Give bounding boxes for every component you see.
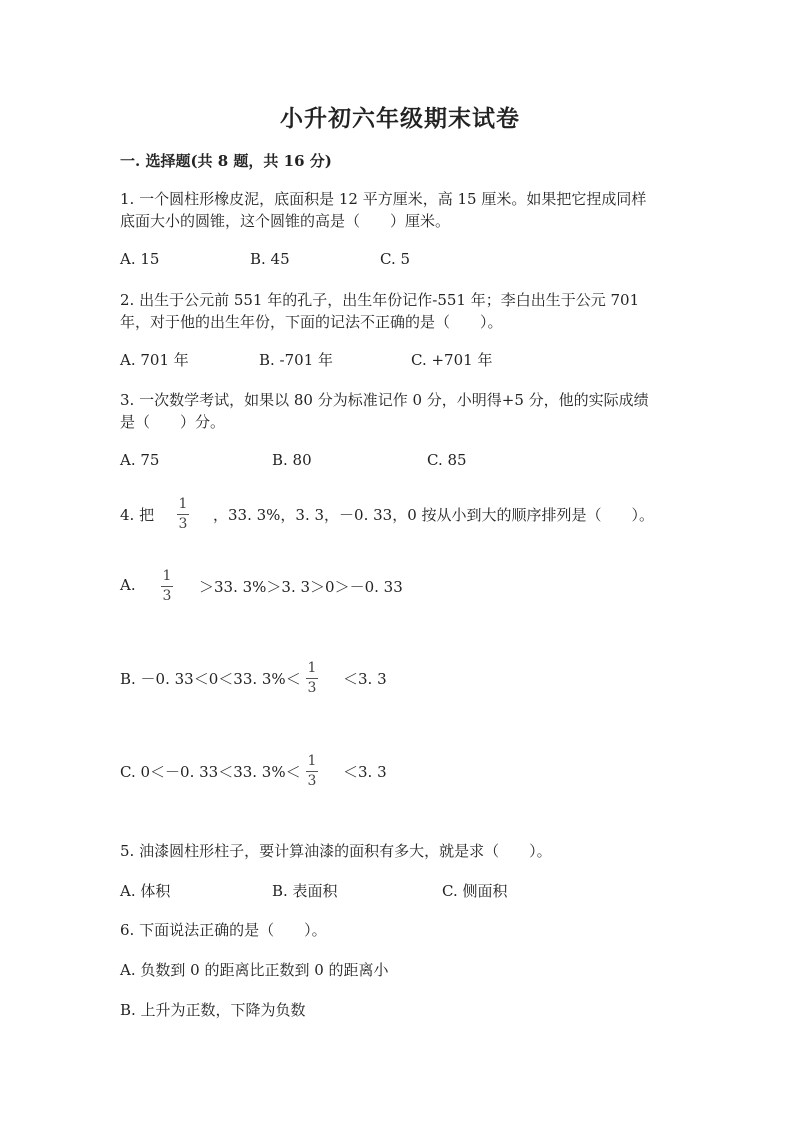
question-5-line-1: 5. 油漆圆柱形柱子，要计算油漆的面积有多大，就是求（ ）。: [120, 842, 552, 860]
question-3-option-c: C. 85: [427, 451, 467, 469]
fraction-bar: [177, 514, 189, 515]
question-5-option-c: C. 侧面积: [442, 882, 508, 900]
fraction-one-third: [306, 754, 318, 789]
fraction-denominator: 3: [307, 773, 317, 789]
question-1-option-c: C. 5: [380, 250, 411, 268]
fraction-one-third: [177, 497, 189, 532]
fraction-denominator: 3: [162, 588, 172, 604]
question-4-option-a-prefix: A.: [120, 576, 136, 594]
fraction-denominator: 3: [307, 680, 317, 696]
question-3-option-a: A. 75: [120, 451, 160, 469]
fraction-bar: [161, 586, 173, 587]
question-1-line-1: 1. 一个圆柱形橡皮泥，底面积是 12 平方厘米，高 15 厘米。如果把它捏成同样: [120, 190, 647, 208]
question-3-option-b: B. 80: [272, 451, 312, 469]
fraction-bar: [306, 678, 318, 679]
question-2-option-b: B. -701 年: [259, 351, 334, 369]
question-6-line-1: 6. 下面说法正确的是（ ）。: [120, 921, 327, 939]
question-2-line-2: 年，对于他的出生年份，下面的记法不正确的是（ ）。: [120, 313, 503, 331]
page-title: 小升初六年级期末试卷: [280, 105, 520, 132]
question-3-line-2: 是（ ）分。: [120, 413, 226, 431]
fraction-bar: [306, 771, 318, 772]
question-1-line-2: 底面大小的圆锥，这个圆锥的高是（ ）厘米。: [120, 212, 451, 230]
question-1-option-b: B. 45: [250, 250, 290, 268]
fraction-one-third: [161, 569, 173, 604]
question-3-line-1: 3. 一次数学考试，如果以 80 分为标准记作 0 分，小明得+5 分，他的实际成绩: [120, 391, 649, 409]
question-4-option-a-suffix: ＞33. 3%＞3. 3＞0＞－0. 33: [199, 578, 403, 596]
question-4-option-c-prefix: C. 0＜－0. 33＜33. 3%＜: [120, 763, 301, 781]
fraction-denominator: 3: [178, 516, 188, 532]
question-2-option-a: A. 701 年: [120, 351, 189, 369]
question-4-option-b-suffix: ＜3. 3: [343, 670, 387, 688]
question-5-option-b: B. 表面积: [272, 882, 338, 900]
question-2-option-c: C. +701 年: [411, 351, 493, 369]
fraction-numerator: 1: [307, 660, 317, 676]
question-1-option-a: A. 15: [120, 250, 160, 268]
fraction-one-third: [306, 661, 318, 696]
fraction-numerator: 1: [162, 568, 172, 584]
fraction-numerator: 1: [178, 496, 188, 512]
fraction-numerator: 1: [307, 753, 317, 769]
question-6-option-b: B. 上升为正数，下降为负数: [120, 1001, 306, 1019]
question-4-option-b-prefix: B. －0. 33＜0＜33. 3%＜: [120, 670, 301, 688]
question-4-option-c-suffix: ＜3. 3: [343, 763, 387, 781]
question-4-suffix: ，33. 3%，3. 3，－0. 33，0 按从小到大的顺序排列是（ ）。: [213, 506, 655, 524]
question-6-option-a: A. 负数到 0 的距离比正数到 0 的距离小: [120, 961, 389, 979]
question-4-prefix: 4. 把: [120, 506, 155, 524]
question-5-option-a: A. 体积: [120, 882, 171, 900]
section-heading: 一. 选择题(共 8 题，共 16 分): [120, 152, 332, 170]
question-2-line-1: 2. 出生于公元前 551 年的孔子，出生年份记作-551 年；李白出生于公元 701: [120, 291, 640, 309]
